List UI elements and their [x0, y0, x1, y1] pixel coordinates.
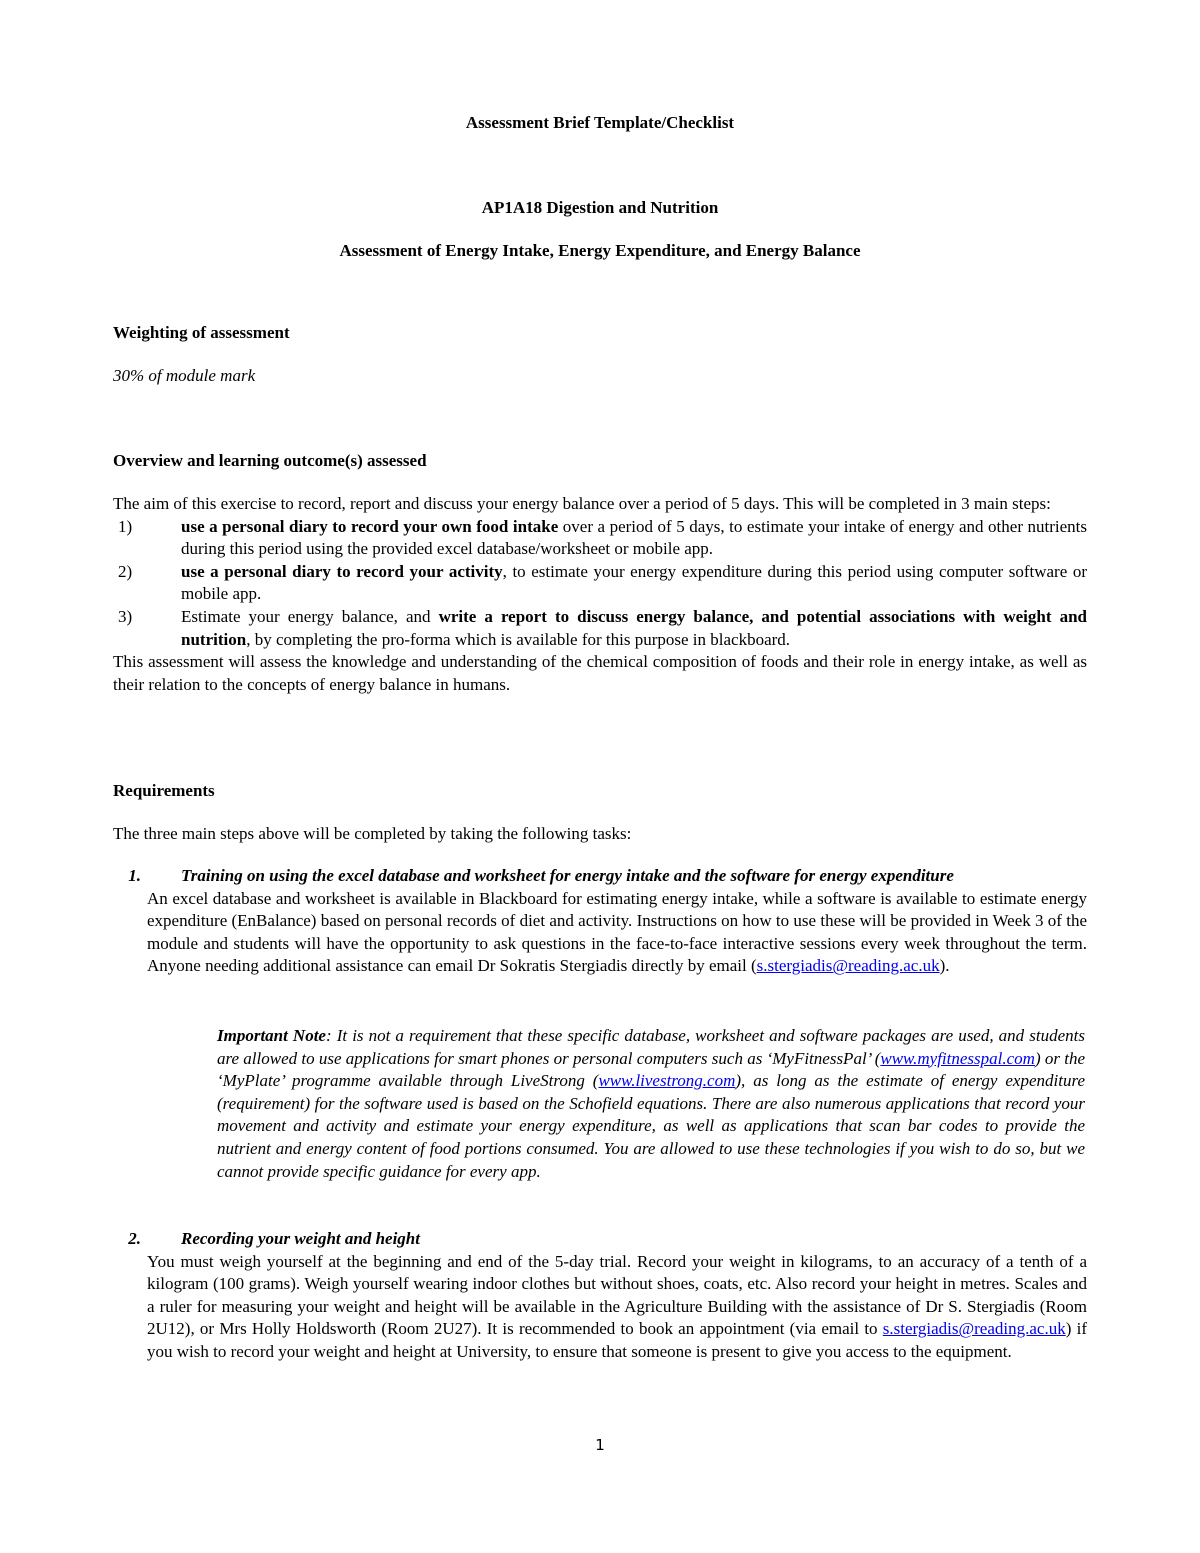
task-1-heading: [113, 865, 1087, 888]
task-2-body-end: ) if you wish to record your weight and height at University, to ensure that someone is present to give you access to the equipment.: [147, 1319, 1087, 1361]
step-text: [181, 606, 1087, 651]
task-2-number: 2.: [128, 1229, 141, 1248]
task-2-body-text: You must weigh yourself at the beginning and end of the 5-day trial. Record your weight in kilograms, to an accuracy of a tenth of a kilogram (100 grams). Weigh yourself wearing indoor clothes but without shoes, coats, etc. Also record your height in metres. Scales and a ruler for measuring your weight and height will be available in the Agriculture Building with the assistance of Dr S. Stergiadis (Room 2U12), or Mrs Holly Holdsworth (Room 2U27). It is recommended to book an appointment (via email to: [147, 1251, 1087, 1339]
task-2: [113, 1228, 1087, 1364]
overview-closing: This assessment will assess the knowledge and understanding of the chemical composition of foods and their role in energy intake, as well as their relation to the concepts of energy balance in humans.: [113, 652, 1087, 694]
weighting-heading: Weighting of assessment: [113, 323, 290, 342]
assessment-title: Assessment of Energy Intake, Energy Expenditure, and Energy Balance: [339, 241, 861, 260]
task-1-email-link[interactable]: s.stergiadis@reading.ac.uk: [756, 956, 940, 976]
step-bold-text: use a personal diary to record your activity: [181, 561, 503, 581]
step-number: 1): [118, 516, 133, 536]
step-rest-text: over a period of 5 days, to estimate your intake of energy and other nutrients during this period using the provided excel database/worksheet or mobile app.: [181, 516, 1088, 559]
task-1-number: 1.: [128, 866, 141, 885]
myfitnesspal-link[interactable]: www.myfitnesspal.com: [880, 1048, 1035, 1068]
task-1-body-text: An excel database and worksheet is available in Blackboard for estimating energy intake, while a software is available to estimate energy expenditure (EnBalance) based on personal records of diet and activity. Instructions on how to use these will be provided in Week 3 of the module and students will have the opportunity to ask questions in the face-to-face interactive sessions every week throughout the term. Anyone needing additional assistance can email Dr Sokratis Stergiadis directly by email (: [147, 888, 1087, 976]
task-2-body: [113, 1251, 1087, 1364]
overview-heading: Overview and learning outcome(s) assessed: [113, 451, 427, 470]
livestrong-link[interactable]: www.livestrong.com: [598, 1071, 736, 1091]
step-item-2: [113, 561, 1087, 606]
step-item-3: [113, 606, 1087, 651]
step-pre-text: Estimate your energy balance, and: [181, 606, 439, 626]
page-number: 1: [595, 1436, 605, 1454]
task-1-body: [113, 888, 1087, 978]
step-number: 3): [118, 606, 133, 626]
step-number: 2): [118, 561, 133, 581]
overview-intro: The aim of this exercise to record, report and discuss your energy balance over a period of 5 days. This will be completed in 3 main steps:: [113, 494, 1051, 513]
task-2-email-link[interactable]: s.stergiadis@reading.ac.uk: [882, 1319, 1066, 1339]
requirements-intro: The three main steps above will be completed by taking the following tasks:: [113, 824, 632, 843]
step-text: [181, 561, 1087, 606]
step-text: [181, 516, 1087, 561]
module-title: AP1A18 Digestion and Nutrition: [481, 198, 719, 217]
step-rest-text: , to estimate your energy expenditure during this period using computer software or mobile app.: [181, 561, 1087, 604]
task-1-title: Training on using the excel database and worksheet for energy intake and the software for energy expenditure: [181, 866, 954, 885]
important-note-label: Important Note: [217, 1026, 326, 1045]
template-title: Assessment Brief Template/Checklist: [465, 113, 735, 132]
weighting-value: 30% of module mark: [113, 366, 256, 385]
note-text-1: : It is not a requirement that these specific database, worksheet and software packages are used, and students are allowed to use applications for smart phones or personal computers such as ‘MyFitnessPal’ (: [217, 1026, 1085, 1068]
step-rest-text: , by completing the pro-forma which is available for this purpose in blackboard.: [246, 629, 791, 649]
task-1-body-end: ).: [939, 956, 950, 976]
note-text-3: ), as long as the estimate of energy expenditure (requirement) for the software used is based on the Schofield equations. There are also numerous applications that record your movement and activity and estimate your energy expenditure, as well as applications that scan bar codes to provide the nutrient and energy content of food portions consumed. You are allowed to use these technologies if you wish to do so, but we cannot provide specific guidance for every app.: [217, 1071, 1086, 1181]
task-2-title: Recording your weight and height: [181, 1229, 420, 1248]
step-bold-text: write a report to discuss energy balance, and potential associations with weight and nutrition: [181, 606, 1087, 649]
step-item-1: [113, 516, 1087, 561]
requirements-heading: Requirements: [113, 781, 215, 800]
task-1: [113, 865, 1087, 978]
step-bold-text: use a personal diary to record your own food intake: [181, 516, 559, 536]
important-note: [217, 1025, 1085, 1183]
overview-section: [113, 493, 1087, 696]
task-2-heading: [113, 1228, 1087, 1251]
note-text-2: ) or the ‘MyPlate’ programme available through LiveStrong (: [217, 1048, 1086, 1091]
